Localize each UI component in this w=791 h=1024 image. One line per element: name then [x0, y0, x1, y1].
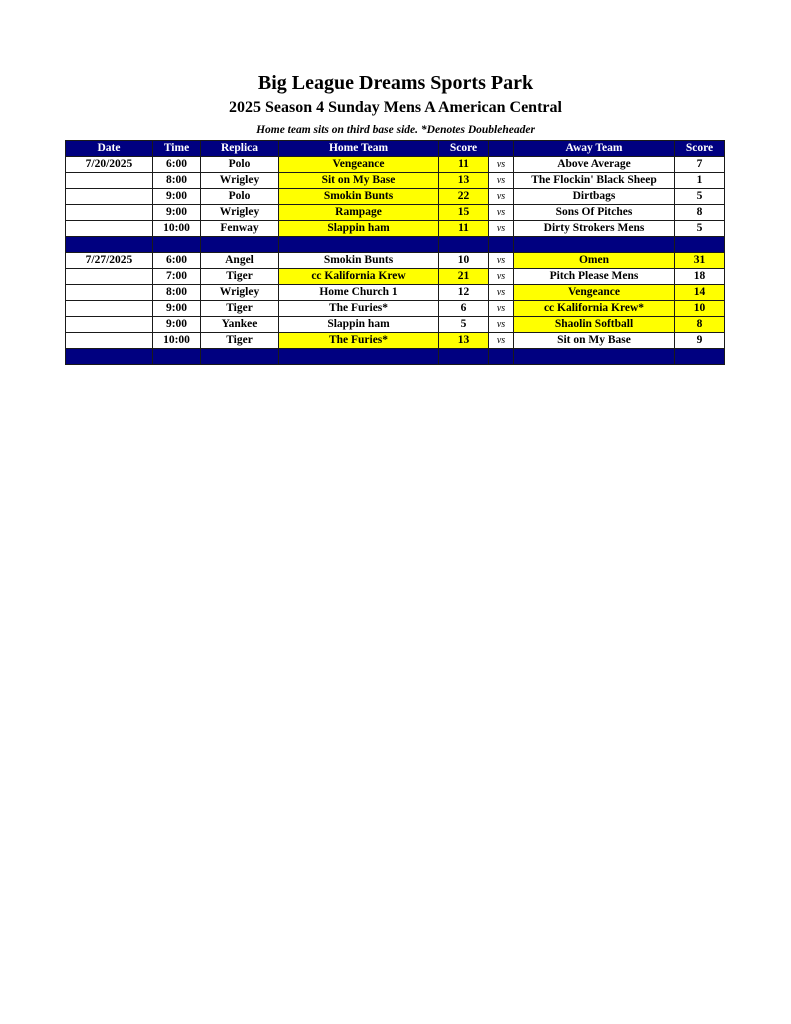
- game-time: 7:00: [153, 269, 201, 285]
- game-date: [66, 301, 153, 317]
- table-row: [66, 285, 725, 301]
- vs-label: vs: [489, 301, 514, 317]
- separator-cell: [514, 237, 675, 253]
- home-score: 10: [439, 253, 489, 269]
- separator-cell: [66, 349, 153, 365]
- away-score: 8: [675, 205, 725, 221]
- home-score: 22: [439, 189, 489, 205]
- column-header-away-score: Score: [675, 141, 725, 157]
- game-field: Polo: [201, 189, 279, 205]
- home-team: Vengeance: [279, 157, 439, 173]
- home-score: 11: [439, 157, 489, 173]
- away-team: Sons Of Pitches: [514, 205, 675, 221]
- away-score: 10: [675, 301, 725, 317]
- vs-label: vs: [489, 269, 514, 285]
- column-header-replica: Replica: [201, 141, 279, 157]
- vs-label: vs: [489, 333, 514, 349]
- away-score: 14: [675, 285, 725, 301]
- game-field: Wrigley: [201, 285, 279, 301]
- vs-label: vs: [489, 285, 514, 301]
- games-body: [66, 157, 725, 365]
- separator-cell: [66, 237, 153, 253]
- date-separator-row: [66, 237, 725, 253]
- game-date: 7/20/2025: [66, 157, 153, 173]
- separator-cell: [279, 237, 439, 253]
- table-header-row: [66, 141, 725, 157]
- separator-cell: [489, 349, 514, 365]
- away-team: Vengeance: [514, 285, 675, 301]
- separator-cell: [439, 349, 489, 365]
- separator-cell: [675, 349, 725, 365]
- separator-cell: [514, 349, 675, 365]
- away-score: 5: [675, 221, 725, 237]
- away-score: 7: [675, 157, 725, 173]
- vs-label: vs: [489, 205, 514, 221]
- home-team: Slappin ham: [279, 317, 439, 333]
- away-team: Dirty Strokers Mens: [514, 221, 675, 237]
- separator-cell: [153, 237, 201, 253]
- table-row: [66, 333, 725, 349]
- home-team: Smokin Bunts: [279, 253, 439, 269]
- game-date: [66, 221, 153, 237]
- table-row: [66, 269, 725, 285]
- game-date: [66, 285, 153, 301]
- away-score: 31: [675, 253, 725, 269]
- table-row: [66, 173, 725, 189]
- page-subtitle: 2025 Season 4 Sunday Mens A American Central: [229, 99, 562, 116]
- table-row: [66, 253, 725, 269]
- away-score: 1: [675, 173, 725, 189]
- game-time: 8:00: [153, 285, 201, 301]
- game-date: [66, 173, 153, 189]
- game-field: Tiger: [201, 301, 279, 317]
- separator-cell: [675, 237, 725, 253]
- away-team: cc Kalifornia Krew*: [514, 301, 675, 317]
- table-row: [66, 189, 725, 205]
- home-team: Home Church 1: [279, 285, 439, 301]
- game-field: Angel: [201, 253, 279, 269]
- away-team: Sit on My Base: [514, 333, 675, 349]
- home-team: Smokin Bunts: [279, 189, 439, 205]
- separator-cell: [279, 349, 439, 365]
- game-time: 9:00: [153, 205, 201, 221]
- home-score: 5: [439, 317, 489, 333]
- game-date: [66, 333, 153, 349]
- home-team: Slappin ham: [279, 221, 439, 237]
- home-score: 15: [439, 205, 489, 221]
- away-team: Omen: [514, 253, 675, 269]
- date-separator-row: [66, 349, 725, 365]
- game-date: [66, 205, 153, 221]
- table-row: [66, 221, 725, 237]
- column-header-home-score: Score: [439, 141, 489, 157]
- home-score: 13: [439, 333, 489, 349]
- home-score: 13: [439, 173, 489, 189]
- game-field: Wrigley: [201, 173, 279, 189]
- table-row: [66, 157, 725, 173]
- page-title: Big League Dreams Sports Park: [257, 72, 534, 94]
- game-time: 10:00: [153, 221, 201, 237]
- game-time: 8:00: [153, 173, 201, 189]
- away-score: 9: [675, 333, 725, 349]
- game-field: Tiger: [201, 333, 279, 349]
- away-score: 8: [675, 317, 725, 333]
- home-score: 21: [439, 269, 489, 285]
- away-score: 18: [675, 269, 725, 285]
- vs-label: vs: [489, 173, 514, 189]
- home-score: 11: [439, 221, 489, 237]
- home-team: cc Kalifornia Krew: [279, 269, 439, 285]
- schedule-table: [65, 140, 725, 365]
- separator-cell: [153, 349, 201, 365]
- separator-cell: [489, 237, 514, 253]
- vs-label: vs: [489, 253, 514, 269]
- column-header-home-team: Home Team: [279, 141, 439, 157]
- home-score: 12: [439, 285, 489, 301]
- home-team: Sit on My Base: [279, 173, 439, 189]
- table-row: [66, 301, 725, 317]
- column-header-vs: [489, 141, 514, 157]
- home-team: Rampage: [279, 205, 439, 221]
- game-field: Polo: [201, 157, 279, 173]
- away-team: Pitch Please Mens: [514, 269, 675, 285]
- separator-cell: [439, 237, 489, 253]
- separator-cell: [201, 237, 279, 253]
- away-team: The Flockin' Black Sheep: [514, 173, 675, 189]
- game-field: Tiger: [201, 269, 279, 285]
- game-field: Fenway: [201, 221, 279, 237]
- game-time: 9:00: [153, 189, 201, 205]
- game-time: 6:00: [153, 253, 201, 269]
- vs-label: vs: [489, 157, 514, 173]
- column-header-away-team: Away Team: [514, 141, 675, 157]
- table-row: [66, 205, 725, 221]
- home-score: 6: [439, 301, 489, 317]
- home-team: The Furies*: [279, 301, 439, 317]
- home-team: The Furies*: [279, 333, 439, 349]
- separator-cell: [201, 349, 279, 365]
- game-date: [66, 269, 153, 285]
- away-team: Shaolin Softball: [514, 317, 675, 333]
- game-field: Wrigley: [201, 205, 279, 221]
- game-date: 7/27/2025: [66, 253, 153, 269]
- game-field: Yankee: [201, 317, 279, 333]
- away-score: 5: [675, 189, 725, 205]
- column-header-date: Date: [66, 141, 153, 157]
- column-header-time: Time: [153, 141, 201, 157]
- game-date: [66, 317, 153, 333]
- game-date: [66, 189, 153, 205]
- vs-label: vs: [489, 317, 514, 333]
- away-team: Dirtbags: [514, 189, 675, 205]
- game-time: 10:00: [153, 333, 201, 349]
- game-time: 6:00: [153, 157, 201, 173]
- away-team: Above Average: [514, 157, 675, 173]
- table-row: [66, 317, 725, 333]
- vs-label: vs: [489, 221, 514, 237]
- game-time: 9:00: [153, 317, 201, 333]
- vs-label: vs: [489, 189, 514, 205]
- game-time: 9:00: [153, 301, 201, 317]
- schedule-note: Home team sits on third base side. *Denotes Doubleheader: [256, 124, 535, 136]
